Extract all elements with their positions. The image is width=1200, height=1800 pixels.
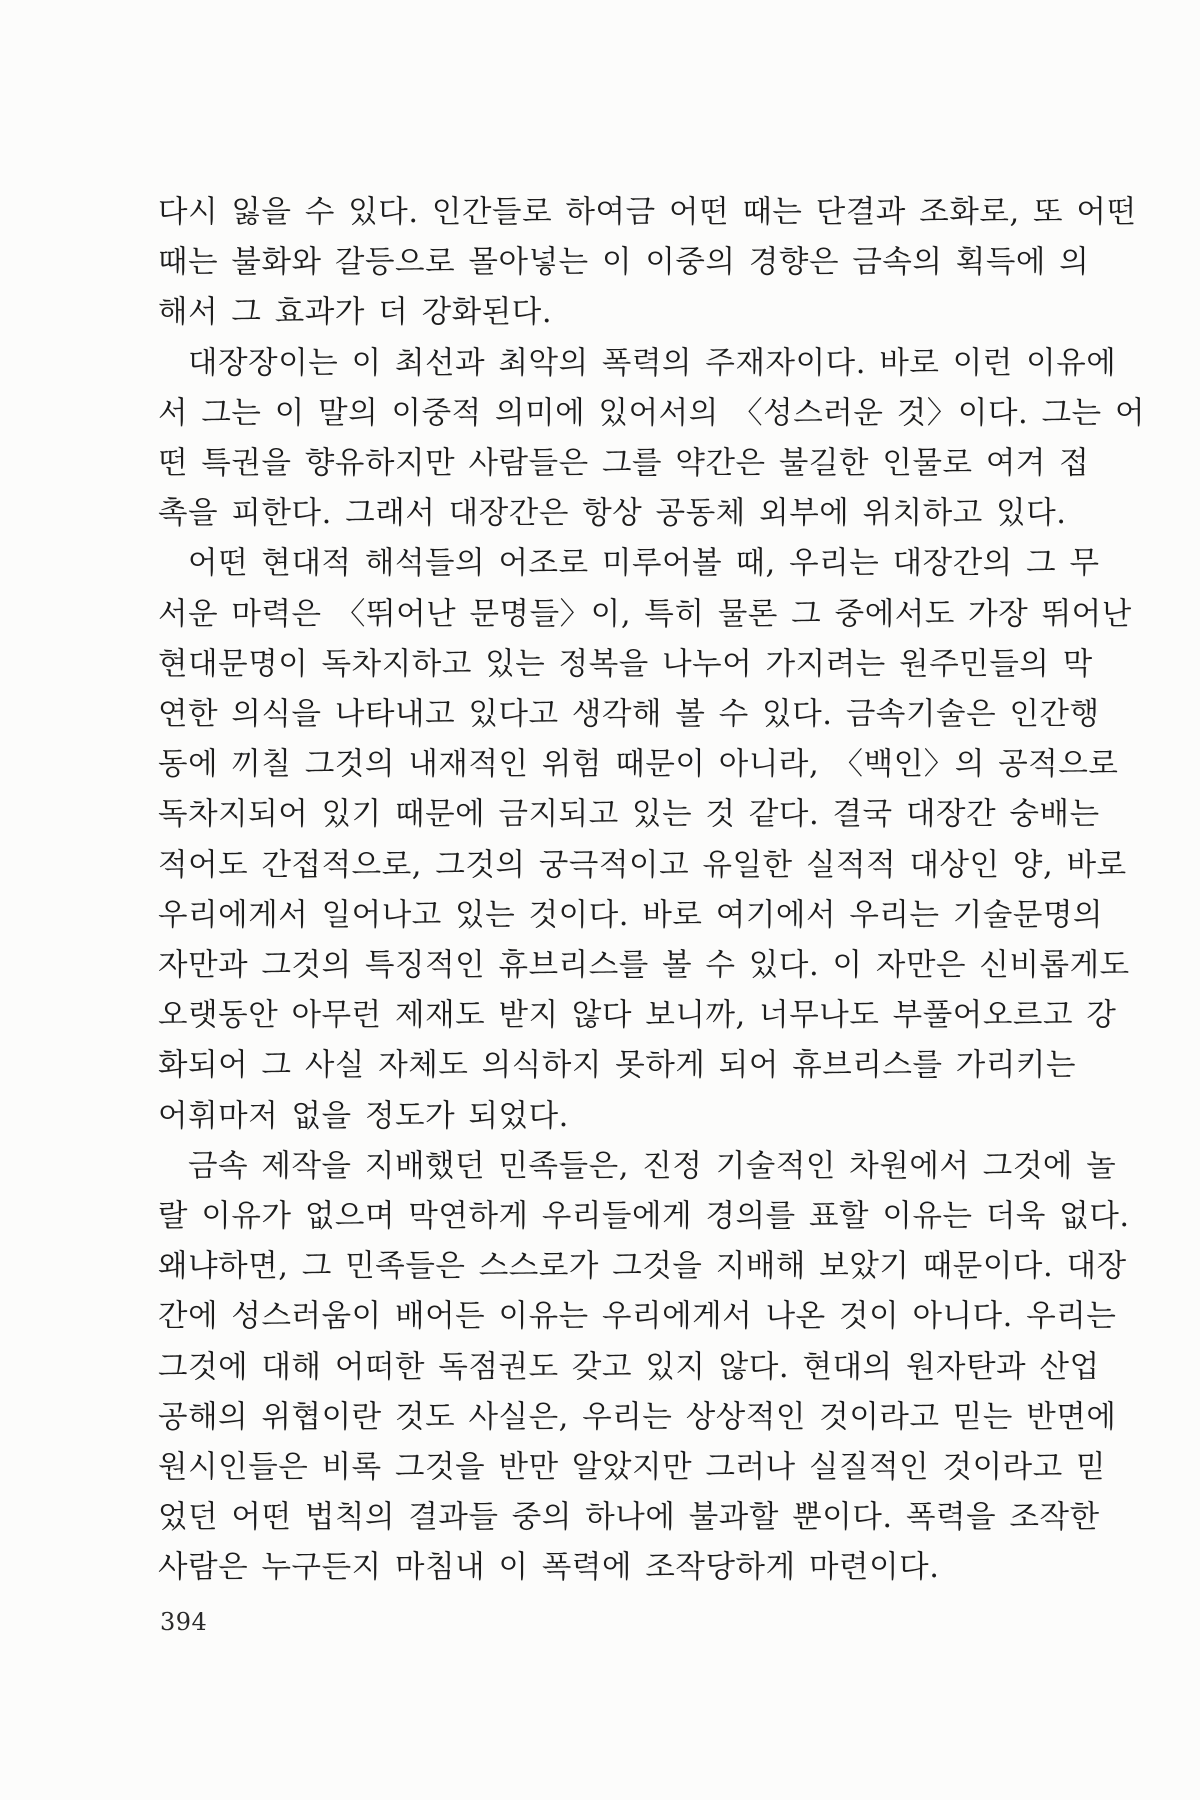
- text-line: 연한 의식을 나타내고 있다고 생각해 볼 수 있다. 금속기술은 인간행: [158, 697, 1100, 733]
- text-line: 왜냐하면, 그 민족들은 스스로가 그것을 지배해 보았기 때문이다. 대장: [158, 1249, 1127, 1285]
- text-line: 자만과 그것의 특징적인 휴브리스를 볼 수 있다. 이 자만은 신비롭게도: [158, 948, 1130, 984]
- text-line: 랄 이유가 없으며 막연하게 우리들에게 경의를 표할 이유는 더욱 없다.: [158, 1199, 1130, 1235]
- page-number: 394: [160, 1608, 208, 1636]
- text-line: 떤 특권을 향유하지만 사람들은 그를 약간은 불길한 인물로 여겨 접: [158, 446, 1090, 482]
- text-line: 오랫동안 아무런 제재도 받지 않다 보니까, 너무나도 부풀어오르고 강: [158, 998, 1117, 1034]
- text-line: 공해의 위협이란 것도 사실은, 우리는 상상적인 것이라고 믿는 반면에: [158, 1399, 1117, 1435]
- text-line: 서운 마력은 〈뛰어난 문명들〉이, 특히 물론 그 중에서도 가장 뛰어난: [158, 596, 1132, 632]
- paragraph: [158, 539, 1132, 1141]
- text-line: 그것에 대해 어떠한 독점권도 갖고 있지 않다. 현대의 원자탄과 산업: [158, 1349, 1100, 1385]
- paragraph: [158, 1142, 1130, 1594]
- paragraph: [158, 188, 1137, 339]
- text-line: 동에 끼칠 그것의 내재적인 위험 때문이 아니라, 〈백인〉의 공적으로: [158, 747, 1119, 783]
- text-line: 때는 불화와 갈등으로 몰아넣는 이 이중의 경향은 금속의 획득에 의: [158, 245, 1090, 281]
- text-line: 화되어 그 사실 자체도 의식하지 못하게 되어 휴브리스를 가리키는: [158, 1048, 1077, 1084]
- paragraph: [158, 339, 1146, 540]
- text-line: 현대문명이 독차지하고 있는 정복을 나누어 가지려는 원주민들의 막: [158, 646, 1093, 682]
- text-line: 어떤 현대적 해석들의 어조로 미루어볼 때, 우리는 대장간의 그 무: [188, 546, 1100, 582]
- text-line: 간에 성스러움이 배어든 이유는 우리에게서 나온 것이 아니다. 우리는: [158, 1299, 1117, 1335]
- text-line: 독차지되어 있기 때문에 금지되고 있는 것 같다. 결국 대장간 숭배는: [158, 797, 1100, 833]
- text-line: 해서 그 효과가 더 강화된다.: [158, 295, 553, 331]
- body-text: [158, 188, 1146, 1594]
- text-line: 촉을 피한다. 그래서 대장간은 항상 공동체 외부에 위치하고 있다.: [158, 496, 1067, 532]
- text-line: 적어도 간접적으로, 그것의 궁극적이고 유일한 실적적 대상인 양, 바로: [158, 847, 1127, 883]
- text-line: 었던 어떤 법칙의 결과들 중의 하나에 불과할 뿐이다. 폭력을 조작한: [158, 1500, 1100, 1536]
- text-line: 서 그는 이 말의 이중적 의미에 있어서의 〈성스러운 것〉이다. 그는 어: [158, 395, 1146, 431]
- text-line: 원시인들은 비록 그것을 반만 알았지만 그러나 실질적인 것이라고 믿: [158, 1450, 1107, 1486]
- text-line: 금속 제작을 지배했던 민족들은, 진정 기술적인 차원에서 그것에 놀: [188, 1148, 1117, 1184]
- text-line: 사람은 누구든지 마침내 이 폭력에 조작당하게 마련이다.: [158, 1550, 940, 1586]
- text-line: 우리에게서 일어나고 있는 것이다. 바로 여기에서 우리는 기술문명의: [158, 897, 1104, 933]
- text-line: 대장장이는 이 최선과 최악의 폭력의 주재자이다. 바로 이런 이유에: [188, 345, 1117, 381]
- text-line: 다시 잃을 수 있다. 인간들로 하여금 어떤 때는 단결과 조화로, 또 어떤: [158, 195, 1137, 230]
- text-line: 어휘마저 없을 정도가 되었다.: [158, 1098, 569, 1134]
